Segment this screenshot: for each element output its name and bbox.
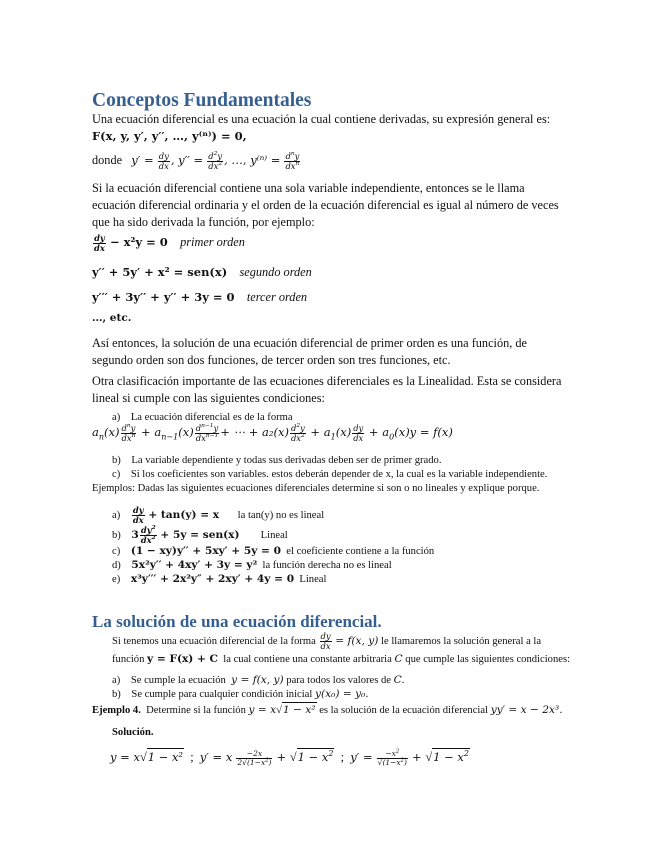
second-order-label: segundo orden: [239, 265, 312, 279]
solucion-intro-4: la cual contiene una constante arbitraria: [223, 654, 392, 665]
paragraph-ordinaria: Si la ecuación diferencial contiene una sola variable independiente, entonces se le llama ecuación diferencial ordinaria y el orden de la ecuación diferencial es igual al número de veces que ha sido derivada la función, por ejemplo:: [92, 181, 559, 230]
example-marker: a): [112, 509, 121, 521]
solution-function: y = x: [110, 750, 140, 764]
condition-a-marker: a): [112, 412, 121, 423]
example-4-line: Ejemplo 4. Determine si la función y = x√1 − x² es la solución de la ecuación diferencial yy′ = x − 2x³.: [92, 704, 563, 716]
solution-derivation: y = x√1 − x² ; y′ = x $\frac{-2x}{2√(1-x^2)}$ + $√1 - x^2$ ; y′ = $\frac{-x^2}{√(1-x^2)}$ + $√1 - x^2$: [110, 748, 469, 767]
example-item-b: b) 3 $\frac{dy^2}{dx^2}$ + 5y = sen(x) Lineal: [112, 524, 288, 545]
example-note: el coeficiente contiene a la función: [286, 546, 435, 557]
third-order-equation: y′′′ + 3y′′ + y′′ + 3y = 0: [92, 290, 235, 304]
ejemplos-intro: Ejemplos: Dadas las siguientes ecuaciones diferenciales determine si son o no lineales y explique porque.: [92, 483, 540, 494]
example-item-e: [112, 572, 326, 588]
condition-a-text-2: para todos los valores de: [286, 675, 392, 686]
example-marker: c): [112, 546, 121, 557]
separator: ;: [340, 750, 345, 764]
example-equation: (1 − xy)y′′ + 5xy′ + 5y = 0: [130, 545, 281, 557]
example-equation: 5x²y′′ + 4xy′ + 3y = y²: [131, 559, 258, 571]
fraction-dy-dx: $\frac{dy}{dx}$: [158, 151, 169, 171]
fraction-d2y-dx2: $\frac{dy^2}{dx^2}$: [140, 524, 156, 545]
solucion-intro-eq2: y = F(x) + C: [147, 653, 218, 665]
section-title-conceptos: Conceptos Fundamentales: [92, 90, 312, 111]
solucion-intro-eq: = f(x, y): [335, 634, 379, 647]
solution-derivative-simplified: y′ =: [350, 750, 373, 764]
example-marker: d): [112, 560, 121, 571]
condition-b-marker: b): [112, 689, 121, 700]
fraction-minus-x2: $\frac{-x^2}{√(1-x^2)}$: [377, 748, 407, 767]
section-title-solucion: La solución de una ecuación diferencial.: [92, 612, 382, 631]
condition-c: [112, 468, 547, 483]
linear-form-tail: + ⋯ + a₂(x): [220, 425, 289, 440]
fraction-dy-dx: $\frac{dy}{dx}$: [353, 423, 364, 443]
solucion-intro-line-2: [112, 652, 570, 668]
example-item-a: [112, 506, 324, 525]
example-note: Lineal: [299, 574, 327, 585]
example-first-order: [92, 234, 245, 253]
condition-a-marker: a): [112, 675, 121, 686]
condition-b-text: La variable dependiente y todas sus derivadas deben ser de primer grado.: [131, 455, 442, 466]
solucion-intro-1: Si tenemos una ecuación diferencial de la forma: [112, 635, 316, 647]
condition-b-equation: y(x₀) = y₀.: [314, 688, 369, 700]
donde-yn: , …, y⁽ⁿ⁾ =: [224, 153, 281, 168]
example-4-text-2: es la solución de la ecuación diferencial: [319, 705, 489, 716]
condition-b: [112, 454, 441, 469]
fraction-dy-dx: $\frac{dy}{dx}$: [320, 631, 331, 651]
donde-line: [92, 152, 301, 171]
solucion-intro-5: que cumple las siguientes condiciones:: [405, 654, 571, 665]
example-note: la tan(y) no es lineal: [237, 509, 325, 521]
solution-derivative: y′ = x: [199, 750, 233, 764]
condition-a-text: La ecuación diferencial es de la forma: [130, 412, 293, 423]
solucion-intro-2: le llamaremos la solución general a la: [381, 635, 542, 647]
condition-a-text: Se cumple la ecuación: [130, 675, 226, 686]
example-marker: e): [112, 574, 121, 585]
second-order-equation: y′′ + 5y′ + x² = sen(x): [92, 265, 228, 279]
condition-b-text: Se cumple para cualquier condición inicial: [131, 689, 313, 700]
example-equation: + tan(y) = x: [148, 508, 220, 521]
solucion-intro-C: C: [394, 653, 403, 665]
solution-radicand: 1 − x²: [147, 750, 184, 764]
fraction-minus-2x: $\frac{-2x}{2√(1-x^2)}$: [237, 748, 272, 767]
first-order-equation: − x²y = 0: [109, 235, 168, 250]
fraction-dny-dxn: $\frac{d^ny}{dx^n}$: [285, 151, 300, 171]
fraction-dy-dx: $\frac{dy}{dx}$: [94, 233, 105, 253]
linear-form-rhs: = f(x): [419, 425, 453, 440]
fraction-d2y-dx2: $\frac{d^2y}{dx^2}$: [208, 151, 223, 171]
first-order-label: primer orden: [180, 235, 245, 250]
condition-a-equation: y = f(x, y): [231, 674, 284, 686]
example-4-text-1: Determine si la función: [146, 705, 246, 716]
solucion-intro-3: función: [112, 654, 145, 665]
paragraph-linealidad: Otra clasificación importante de las ecuaciones diferenciales es la Linealidad. Esta se considera lineal si cumple con las siguientes condiciones:: [92, 374, 562, 406]
donde-label: donde: [92, 153, 123, 168]
paragraph-solucion: Así entonces, la solución de una ecuación diferencial de primer orden es una función, de segundo orden son dos funciones, de tercer orden son tres funciones, etc.: [92, 336, 528, 368]
example-4-radicand: 1 − x²: [282, 704, 316, 716]
fraction-dny-dxn: $\frac{d^ny}{dx^n}$: [121, 423, 136, 443]
etc-text: …, etc.: [92, 312, 132, 324]
example-4-label: Ejemplo 4.: [92, 705, 141, 716]
separator: ;: [190, 750, 194, 764]
example-marker: b): [112, 529, 121, 541]
donde-y1: y′ =: [131, 153, 154, 168]
fraction-dy-dx: $\frac{dy}{dx}$: [132, 505, 144, 525]
general-form-equation: F(x, y, y′, y′′, …, y⁽ⁿ⁾) = 0,: [92, 129, 247, 143]
condition-a-C: C.: [393, 674, 405, 686]
third-order-label: tercer orden: [246, 290, 308, 304]
fraction-dn1y-dxn1: $\frac{d^{n-1}y}{dx^{n-1}}$: [195, 423, 219, 443]
linear-form-equation: $a_n(x)$ $\frac{d^ny}{dx^n}$ + $a_{n-1}(x)$ $\frac{d^{n-1}y}{dx^{n-1}}$ + ⋯ + a₂(x) $\frac{d^2y}{dx^2}$ + $a_1(x)$ $\frac{dy}{dx}$ + $a_0(x)y = f(x)$: [92, 423, 453, 443]
solucion-intro-line-1: [112, 632, 541, 651]
intro-text: Una ecuación diferencial es una ecuación la cual contiene derivadas, su expresión general es:: [92, 112, 551, 126]
example-4-equation: yy′ = x − 2x³.: [490, 704, 563, 716]
example-equation: x³y′′′ + 2x²y″ + 2xy′ + 4y = 0: [130, 573, 295, 585]
example-equation: + 5y = sen(x): [160, 528, 240, 541]
example-third-order: [92, 289, 307, 306]
solucion-label: Solución.: [112, 727, 154, 738]
condition-b-marker: b): [112, 455, 121, 466]
example-note: Lineal: [260, 529, 288, 541]
solucion-condition-b: [112, 687, 369, 703]
fraction-d2y-dx2: $\frac{d^2y}{dx^2}$: [290, 423, 305, 443]
example-4-function: y = x: [248, 704, 277, 716]
donde-y2: , y′′ =: [170, 153, 204, 168]
example-second-order: [92, 264, 312, 281]
condition-c-marker: c): [112, 469, 121, 480]
condition-c-text: Si los coeficientes son variables. estos deberán depender de x, la cual es la variable independiente.: [130, 469, 548, 480]
example-note: la función derecha no es lineal: [262, 560, 392, 571]
